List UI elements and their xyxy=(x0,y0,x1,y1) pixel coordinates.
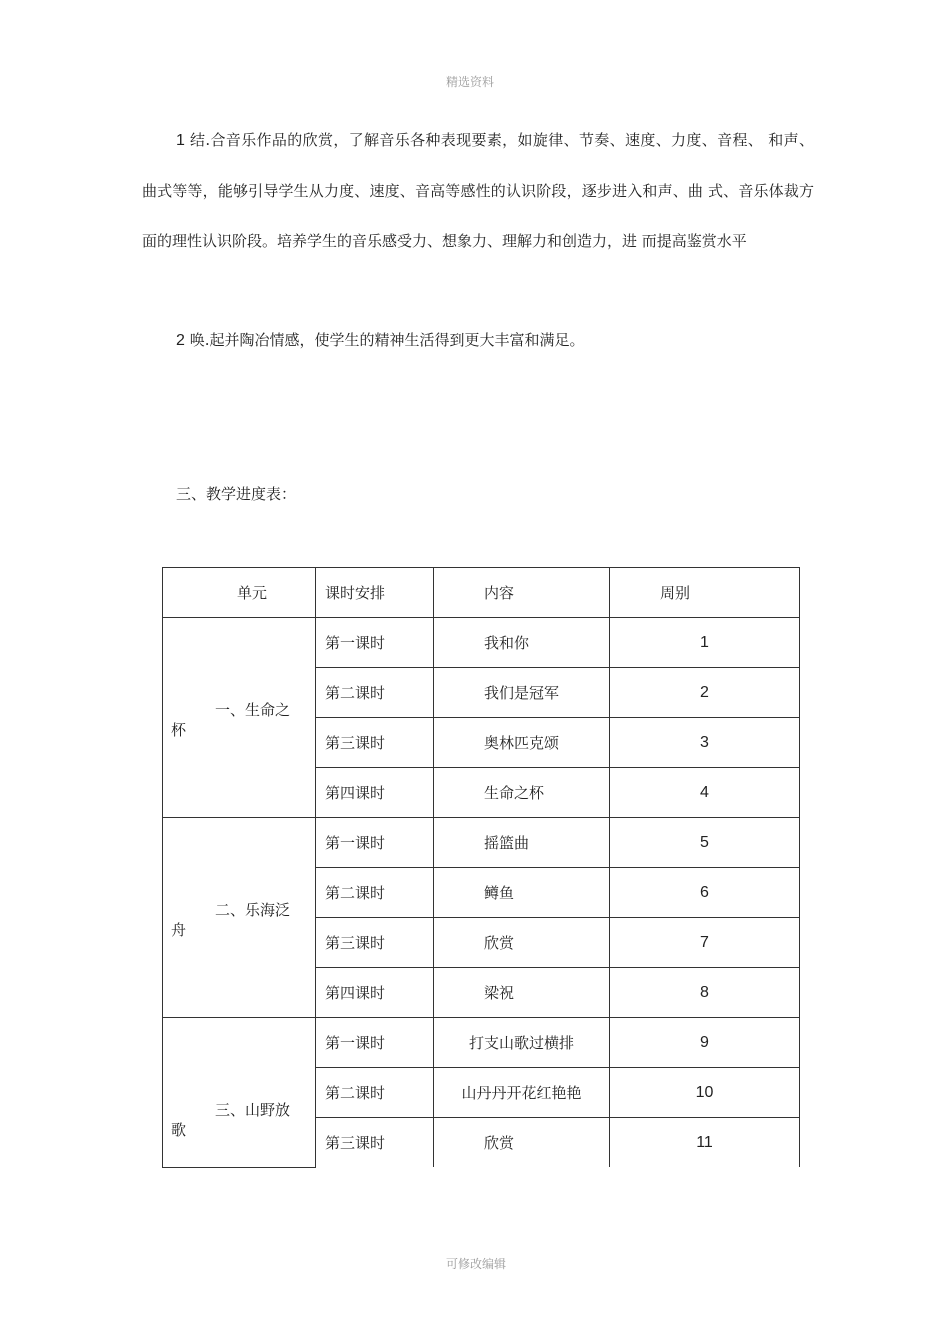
objective-paragraph-2 xyxy=(142,315,814,366)
unit-cell xyxy=(163,1018,316,1168)
week-cell: 4 xyxy=(610,768,800,818)
header-content: 内容 xyxy=(434,568,610,618)
header-period: 课时安排 xyxy=(316,568,434,618)
week-cell: 10 xyxy=(610,1068,800,1118)
period-cell: 第三课时 xyxy=(316,918,434,968)
period-cell: 第三课时 xyxy=(316,1118,434,1168)
paragraph-text: 结.合音乐作品的欣赏，了解音乐各种表现要素，如旋律、节奏、速度、力度、音程、 和声、曲式等等，能够引导学生从力度、速度、音高等感性的认识阶段，逐步进入和声、曲 式、音乐体裁方面的理性认识阶段。培养学生的音乐感受力、想象力、理解力和创造力，进 而提高鉴赏水平 xyxy=(142,131,814,250)
table-row xyxy=(163,1018,800,1068)
unit-name-line2: 舟 xyxy=(171,921,187,939)
unit-cell xyxy=(163,818,316,1018)
content-cell: 梁祝 xyxy=(434,968,610,1018)
content-cell: 奥林匹克颂 xyxy=(434,718,610,768)
week-cell: 11 xyxy=(610,1118,800,1168)
paragraph-number: 1 xyxy=(176,132,185,149)
page-header: 精选资料 xyxy=(446,75,495,89)
table-header-row xyxy=(163,568,800,618)
period-cell: 第二课时 xyxy=(316,868,434,918)
page-footer: 可修改编辑 xyxy=(446,1257,507,1271)
unit-name-line2: 杯 xyxy=(171,721,187,739)
content-cell: 欣赏 xyxy=(434,1118,610,1168)
objective-paragraph-1 xyxy=(142,115,814,266)
header-unit: 单元 xyxy=(163,568,316,618)
week-cell: 6 xyxy=(610,868,800,918)
week-cell: 5 xyxy=(610,818,800,868)
table-row xyxy=(163,618,800,668)
content-cell: 打支山歌过横排 xyxy=(434,1018,610,1068)
unit-name-line1: 一、生命之 xyxy=(215,701,291,719)
paragraph-text: 唤.起并陶冶情感，使学生的精神生活得到更大丰富和满足。 xyxy=(189,331,585,349)
content-cell: 鳟鱼 xyxy=(434,868,610,918)
week-cell: 3 xyxy=(610,718,800,768)
content-cell: 我和你 xyxy=(434,618,610,668)
content-cell: 我们是冠军 xyxy=(434,668,610,718)
content-cell: 生命之杯 xyxy=(434,768,610,818)
content-cell: 欣赏 xyxy=(434,918,610,968)
period-cell: 第四课时 xyxy=(316,768,434,818)
period-cell: 第一课时 xyxy=(316,618,434,668)
period-cell: 第一课时 xyxy=(316,1018,434,1068)
period-cell: 第二课时 xyxy=(316,668,434,718)
week-cell: 9 xyxy=(610,1018,800,1068)
unit-name-line1: 三、山野放 xyxy=(215,1101,291,1119)
week-cell: 7 xyxy=(610,918,800,968)
paragraph-number: 2 xyxy=(176,332,185,349)
table-row xyxy=(163,818,800,868)
week-cell: 1 xyxy=(610,618,800,668)
unit-name-line1: 二、乐海泛 xyxy=(215,901,291,919)
section-title: 三、教学进度表： xyxy=(176,485,297,503)
period-cell: 第一课时 xyxy=(316,818,434,868)
week-cell: 8 xyxy=(610,968,800,1018)
schedule-table xyxy=(162,567,800,1168)
unit-cell xyxy=(163,618,316,818)
unit-name-line2: 歌 xyxy=(171,1121,187,1139)
header-week: 周别 xyxy=(610,568,800,618)
content-cell: 山丹丹开花红艳艳 xyxy=(434,1068,610,1118)
week-cell: 2 xyxy=(610,668,800,718)
period-cell: 第三课时 xyxy=(316,718,434,768)
content-cell: 摇篮曲 xyxy=(434,818,610,868)
period-cell: 第二课时 xyxy=(316,1068,434,1118)
period-cell: 第四课时 xyxy=(316,968,434,1018)
